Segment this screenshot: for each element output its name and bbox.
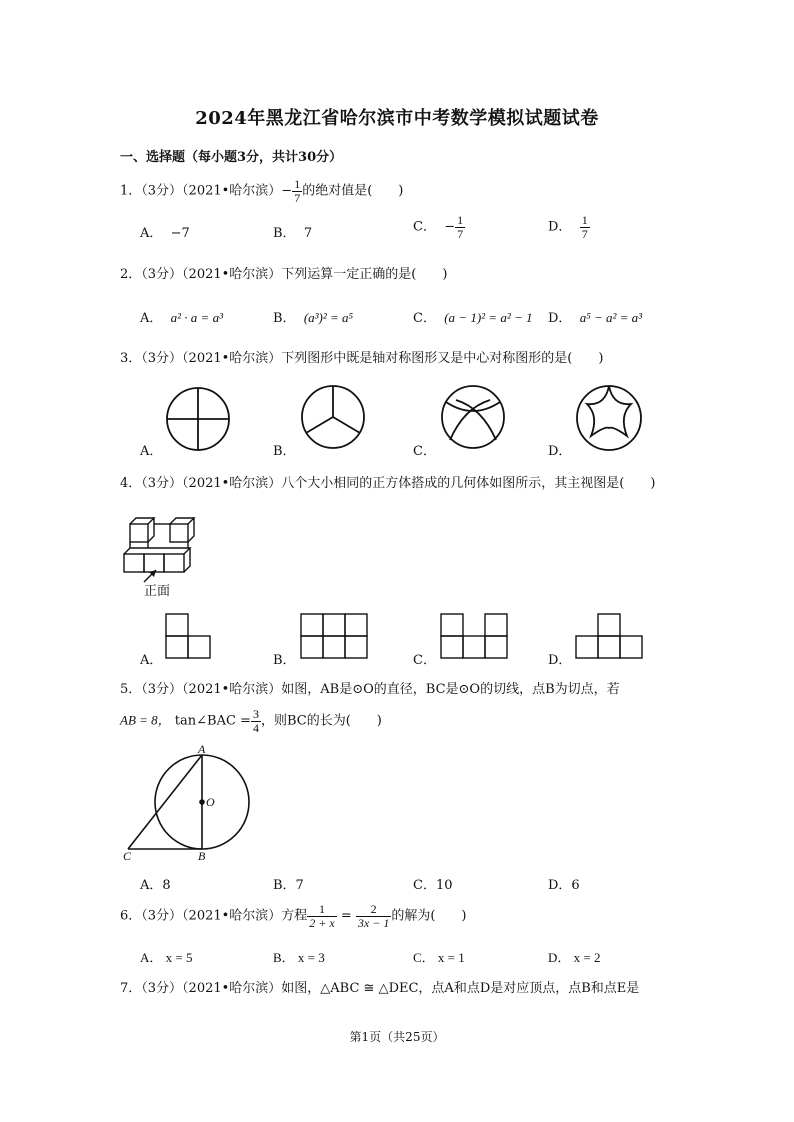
q5-point-b: B — [198, 849, 206, 863]
q1-minus: − — [281, 183, 293, 199]
q1-den: 7 — [294, 190, 301, 205]
q1-option-a — [140, 222, 190, 241]
q6-option-c: C． x = 1 — [413, 950, 465, 965]
q6-fraction-2 — [356, 903, 391, 929]
q6-f1-den: 2 + x — [309, 915, 335, 930]
q5-den: 4 — [252, 720, 259, 735]
q1-option-d — [548, 214, 590, 240]
q4-label-c: C． — [413, 653, 436, 668]
q6-fraction-1 — [307, 903, 336, 929]
q1-d-fraction — [580, 214, 590, 240]
q2-d-label: D． — [548, 311, 572, 326]
question-1 — [120, 178, 403, 204]
question-7: 7．（3分）（2021•哈尔滨）如图，△ABC ≅ △DEC，点A和点D是对应顶点，点B和点E是 — [120, 981, 640, 996]
q1-c-minus: − — [444, 219, 456, 235]
q1-c-label: C． — [413, 219, 436, 235]
q4-front-label: 正面 — [144, 584, 171, 599]
q5-circle-figure — [120, 744, 260, 866]
q3-circle-b-figure — [300, 384, 366, 450]
question-6 — [120, 903, 467, 929]
question-3: 3．（3分）（2021•哈尔滨）下列图形中既是轴对称图形又是中心对称图形的是( ) — [120, 351, 604, 366]
q2-option-d — [548, 307, 642, 326]
q1-b-value: 7 — [303, 226, 313, 241]
q3-label-c: C． — [413, 444, 436, 459]
q5-option-d: D．6 — [548, 878, 580, 893]
q6-option-d: D． x = 2 — [548, 950, 601, 965]
question-4: 4．（3分）（2021•哈尔滨）八个大小相同的正方体搭成的几何体如图所示，其主视图是( ) — [120, 476, 656, 491]
question-2: 2．（3分）（2021•哈尔滨）下列运算一定正确的是( ) — [120, 267, 448, 282]
q5-option-b: B．7 — [273, 878, 304, 893]
q5-tan-expr: tan∠BAC = — [174, 713, 251, 729]
section-heading: 一、选择题（每小题3分，共计30分） — [120, 150, 343, 165]
q3-circle-c-figure — [440, 384, 506, 450]
question-5-line-1: 5．（3分）（2021•哈尔滨）如图，AB是⊙O的直径，BC是⊙O的切线，点B为切点，若 — [120, 682, 620, 697]
q2-d-expr: a⁵ − a² = a³ — [579, 310, 643, 325]
q4-view-d-figure — [575, 613, 645, 659]
q6-option-a: A． x = 5 — [140, 950, 193, 965]
q5-point-o: O — [206, 795, 215, 809]
question-5-line-2 — [120, 708, 382, 734]
q4-label-d: D． — [548, 653, 572, 668]
q5-suffix: ，则BC的长为( ) — [260, 713, 382, 729]
q6-prefix: 6．（3分）（2021•哈尔滨）方程 — [120, 908, 308, 924]
q1-option-c — [413, 214, 465, 240]
q4-view-b-figure — [300, 613, 370, 659]
q1-a-label: A． — [140, 226, 163, 241]
q5-option-a: A．8 — [140, 878, 171, 893]
q3-label-a: A． — [140, 444, 163, 459]
q1-c-num: 1 — [457, 213, 464, 227]
q1-c-den: 7 — [457, 226, 464, 241]
q1-suffix: 的绝对值是( ) — [302, 183, 404, 199]
q5-fraction — [251, 708, 261, 734]
q1-fraction — [292, 178, 302, 204]
q1-a-value: −7 — [170, 226, 190, 241]
q5-ab-value: AB = 8， — [120, 712, 171, 728]
q4-label-b: B． — [273, 653, 296, 668]
q2-b-expr: (a³)² = a⁵ — [303, 310, 354, 325]
q2-option-b — [273, 307, 353, 326]
q6-f2-num: 2 — [356, 903, 391, 917]
q4-view-a-figure — [165, 613, 213, 659]
q5-option-c: C．10 — [413, 878, 453, 893]
q6-option-b: B． x = 3 — [273, 950, 325, 965]
q1-d-num: 1 — [581, 213, 588, 227]
q4-label-a: A． — [140, 653, 163, 668]
q2-c-expr: (a − 1)² = a² − 1 — [444, 310, 533, 325]
q5-point-a: A — [198, 742, 206, 756]
q4-view-c-figure — [440, 613, 510, 659]
q1-option-b — [273, 222, 312, 241]
q3-label-d: D． — [548, 444, 572, 459]
q1-b-label: B． — [273, 226, 296, 241]
page-footer: 第1页（共25页） — [349, 1030, 445, 1044]
q2-a-label: A． — [140, 311, 163, 326]
q6-f1-num: 1 — [307, 903, 336, 917]
q3-circle-a-figure — [165, 386, 231, 452]
q6-f2-den: 3x − 1 — [357, 915, 390, 930]
q3-label-b: B． — [273, 444, 296, 459]
q1-d-den: 7 — [581, 226, 588, 241]
q1-c-fraction — [455, 214, 465, 240]
q2-option-c — [413, 307, 533, 326]
page-title: 2024年黑龙江省哈尔滨市中考数学模拟试题试卷 — [195, 108, 599, 129]
q6-suffix: 的解为( ) — [391, 908, 467, 924]
q5-num: 3 — [252, 707, 259, 721]
q2-c-label: C． — [413, 311, 436, 326]
q5-point-c: C — [123, 849, 132, 863]
q1-prefix: 1．（3分）（2021•哈尔滨） — [120, 183, 282, 199]
q1-num: 1 — [294, 177, 301, 191]
q6-equals: = — [340, 908, 352, 924]
q2-option-a — [140, 307, 223, 326]
q2-a-expr: a² · a = a³ — [170, 310, 223, 325]
q1-d-label: D． — [548, 219, 572, 235]
q3-circle-d-figure — [575, 384, 643, 452]
q2-b-label: B． — [273, 311, 296, 326]
